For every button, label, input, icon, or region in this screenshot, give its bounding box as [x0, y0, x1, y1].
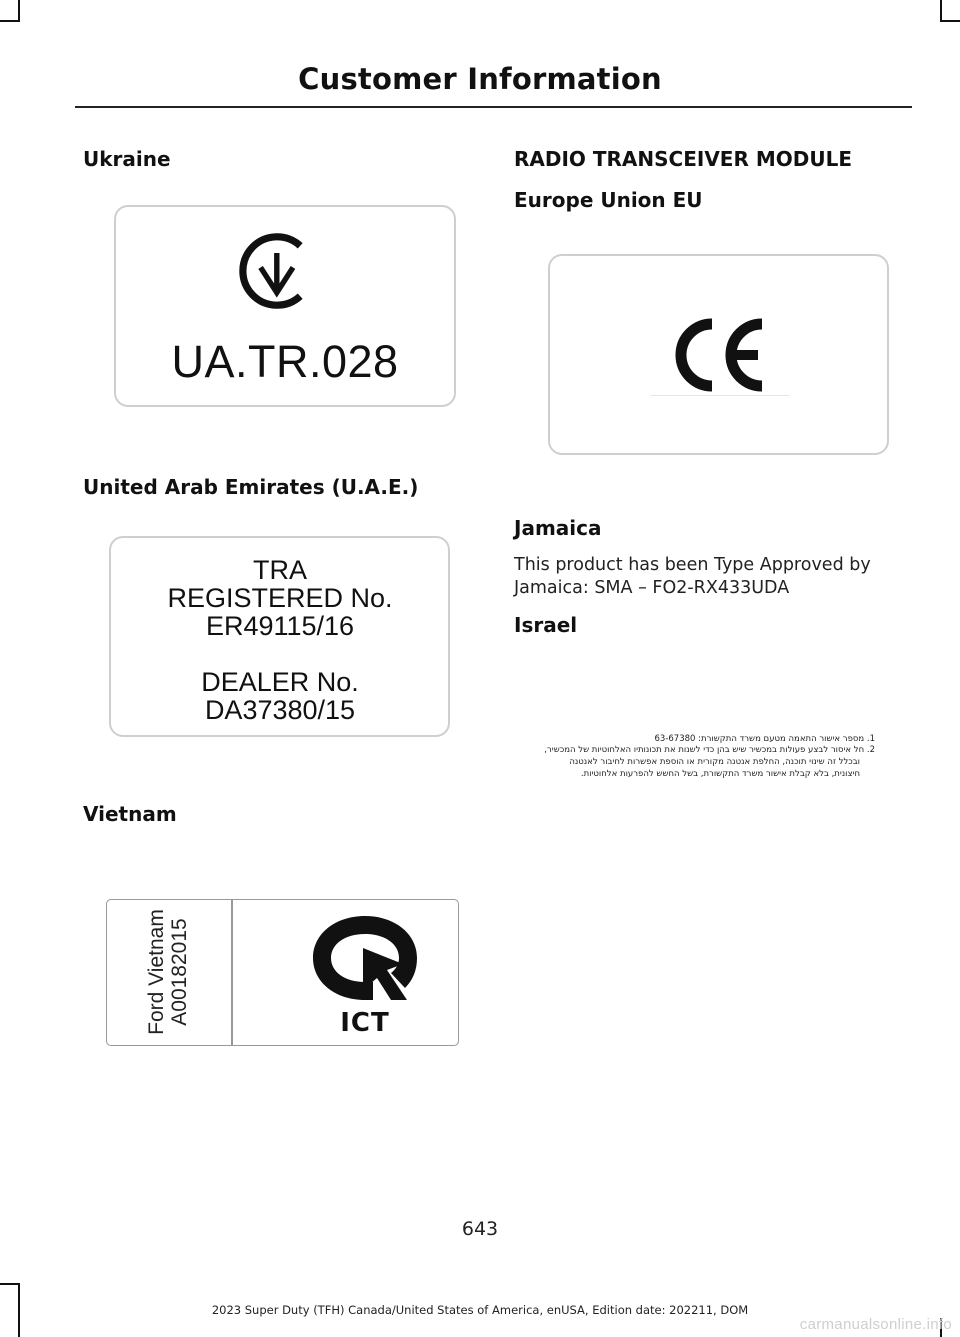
vietnam-label-line: Ford Vietnam: [145, 909, 168, 1035]
vietnam-heading: Vietnam: [83, 802, 177, 826]
watermark: carmanualsonline.info: [799, 1316, 952, 1333]
page-number: 643: [461, 1218, 499, 1240]
ukraine-heading: Ukraine: [83, 147, 171, 171]
crop-mark: [0, 20, 20, 22]
vietnam-label-line: A00182015: [168, 918, 191, 1026]
israel-notice-line: 2. חל איסור לבצע פעולות במכשיר שיש בהן כדי לשנות את תכונותיו האלחוטיות של המכשיר,: [544, 745, 875, 755]
edition-footer: 2023 Super Duty (TFH) Canada/United States of America, enUSA, Edition date: 202211, DOM: [211, 1303, 749, 1317]
vietnam-label-divider: [231, 900, 233, 1045]
ce-mark-icon: [668, 318, 768, 392]
israel-notice-line: ובכלל זה שינוי תוכנה, החלפת אנטנה מקורית או הוספת אפשרות לחיבור לאנטנה: [569, 757, 860, 767]
ce-underline: [650, 395, 790, 396]
uae-label-line: DEALER No.: [201, 667, 359, 697]
israel-notice-line: חיצונית, בלא קבלת אישור משרד התקשורת, בשל החשש להפרעות אלחוטיות.: [580, 769, 860, 779]
page-title: Customer Information: [298, 62, 662, 96]
uae-heading: United Arab Emirates (U.A.E.): [83, 475, 419, 499]
crop-mark: [0, 1283, 20, 1285]
ict-logo-icon: [307, 912, 423, 1004]
uae-label-line: TRA: [253, 555, 307, 585]
uae-label-line: ER49115/16: [205, 611, 355, 641]
crop-mark: [940, 20, 960, 22]
jamaica-heading: Jamaica: [514, 516, 602, 540]
ict-logo-text: ICT: [340, 1008, 390, 1038]
title-divider: [75, 106, 912, 108]
ukraine-conformity-mark-icon: [230, 226, 320, 316]
eu-heading: Europe Union EU: [514, 188, 703, 212]
israel-heading: Israel: [514, 613, 578, 637]
crop-mark: [18, 0, 20, 22]
israel-notice-line: 1. מספר אישור התאמה מטעם משרד התקשורת: 63-67380: [654, 734, 875, 744]
uae-label-line: REGISTERED No.: [167, 583, 393, 613]
uae-label-line: DA37380/15: [204, 695, 356, 725]
vietnam-rotated-label: [106, 899, 231, 1046]
ukraine-mark-text: UA.TR.028: [171, 336, 399, 387]
radio-module-heading: RADIO TRANSCEIVER MODULE: [514, 147, 852, 171]
jamaica-text: This product has been Type Approved by Jamaica: SMA – FO2-RX433UDA: [514, 555, 871, 598]
crop-mark: [940, 0, 942, 22]
